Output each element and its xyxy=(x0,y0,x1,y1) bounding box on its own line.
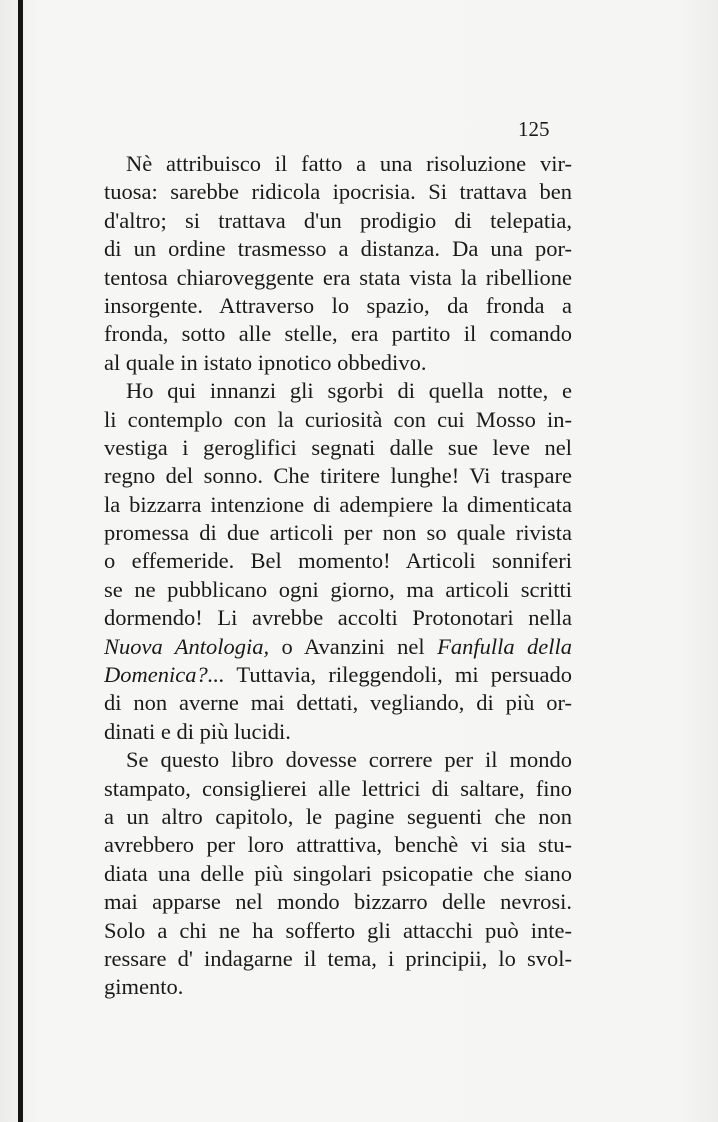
text-line: diata una delle più singolari psicopatie che siano xyxy=(104,860,572,886)
text-line: al quale in istato ipnotico obbedivo. xyxy=(104,349,427,375)
text-line: mai apparse nel mondo bizzarro delle nevrosi. xyxy=(104,889,572,915)
binding-edge xyxy=(18,0,23,1122)
text-line: Se questo libro dovesse correre per il mondo xyxy=(126,747,572,773)
text-line: Nè attribuisco il fatto a una risoluzione vir- xyxy=(126,151,572,176)
text-line: fronda, sotto alle stelle, era partito il comando xyxy=(104,321,572,347)
text-line: regno del sonno. Che tiritere lunghe! Vi traspare xyxy=(104,463,572,489)
text-line: o effemeride. Bel momento! Articoli sonniferi xyxy=(104,548,572,574)
body-text xyxy=(104,150,572,1002)
text-line xyxy=(104,661,572,689)
text-line: ressare d' indagarne il tema, i principii, lo svol- xyxy=(104,945,572,971)
page-number: 125 xyxy=(518,117,550,141)
text-line: dormendo! Li avrebbe accolti Protonotari nella xyxy=(104,605,572,631)
text-line: dinati e di più lucidi. xyxy=(104,718,291,744)
text-line: insorgente. Attraverso lo spazio, da fronda a xyxy=(104,292,572,318)
italic-title: Nuova Antologia, xyxy=(104,633,270,659)
text-line: Solo a chi ne ha sofferto gli attacchi può inte- xyxy=(104,917,572,943)
text-segment: Tuttavia, rileggendoli, mi persuado xyxy=(224,662,572,688)
text-line: Ho qui innanzi gli sgorbi di quella notte, e xyxy=(126,378,572,404)
text-line: tuosa: sarebbe ridicola ipocrisia. Si trattava ben xyxy=(104,179,572,205)
text-line: li contemplo con la curiosità con cui Mosso in- xyxy=(104,406,572,432)
text-line: gimento. xyxy=(104,974,184,1000)
text-line: vestiga i geroglifici segnati dalle sue leve nel xyxy=(104,434,572,460)
italic-title: Fanfulla della xyxy=(437,633,572,659)
text-line xyxy=(104,633,572,661)
text-line: avrebbero per loro attrattiva, benchè vi sia stu- xyxy=(104,832,572,858)
italic-title: Domenica?... xyxy=(104,662,225,688)
text-line: di non averne mai dettati, vegliando, di più or- xyxy=(104,690,572,716)
text-line: di un ordine trasmesso a distanza. Da una por- xyxy=(104,236,572,262)
text-line: se ne pubblicano ogni giorno, ma articoli scritti xyxy=(104,576,572,602)
text-line: promessa di due articoli per non so quale rivista xyxy=(104,520,572,546)
text-line: la bizzarra intenzione di adempiere la dimenticata xyxy=(104,491,572,517)
text-line: a un altro capitolo, le pagine seguenti che non xyxy=(104,803,572,829)
text-line: tentosa chiaroveggente era stata vista la ribellione xyxy=(104,264,572,290)
text-line: d'altro; si trattava d'un prodigio di telepatia, xyxy=(104,207,572,233)
text-line: stampato, consiglierei alle lettrici di saltare, fino xyxy=(104,775,572,801)
text-segment: o Avanzini nel xyxy=(269,633,438,659)
